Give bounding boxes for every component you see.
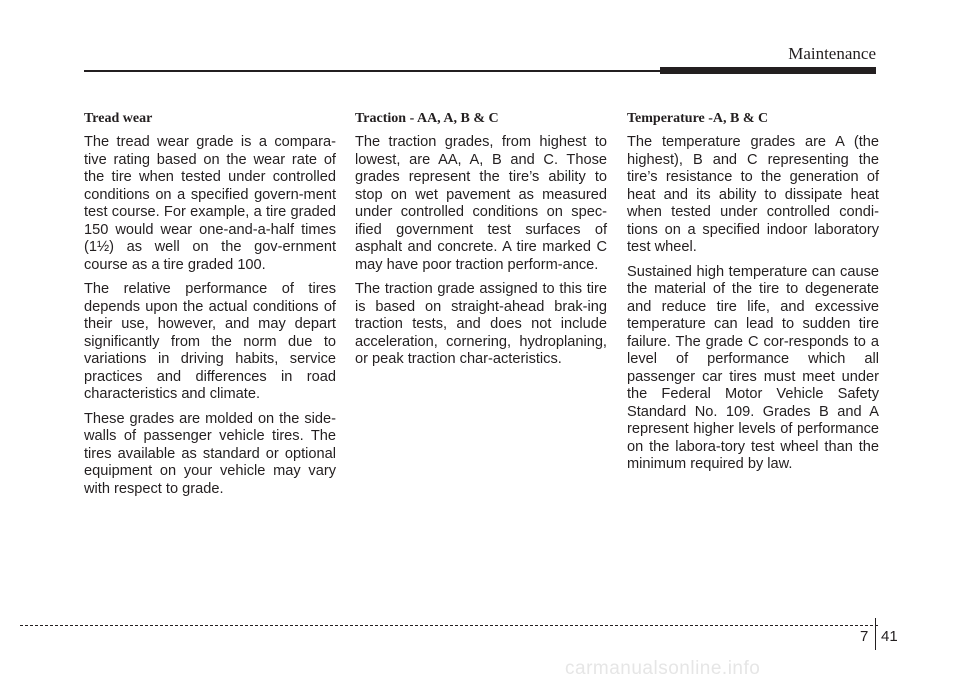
paragraph: Sustained high temperature can cause the material of the tire to degenerate and reduce tire life, and excessive temperature can lead to sudden tire failure. The grade C cor-responds to a level of performance which all passenger car tires must meet under the Federal Motor Vehicle Safety Standard No. 109. Grades B and A represent higher levels of performance on the labora-tory test wheel than the minimum required by law.	[627, 263, 879, 472]
heading-traction: Traction - AA, A, B & C	[355, 111, 499, 126]
paragraph: The traction grade assigned to this tire is based on straight-ahead brak-ing traction tests, and does not include acceleration, cornering, hydroplaning, or peak traction char-acteristics.	[355, 281, 607, 367]
paragraph: The traction grades, from highest to lowest, are AA, A, B and C. Those grades represent the tire’s ability to stop on wet pavement as measured under controlled conditions on spec-ified government test surfaces of asphalt and concrete. A tire marked C may have poor traction perform-ance.	[355, 134, 607, 273]
page-number: 41	[881, 628, 898, 645]
column-traction	[355, 110, 607, 376]
page-chapter: 7	[860, 628, 869, 645]
heading-tread-wear: Tread wear	[84, 111, 153, 126]
header-rule	[84, 70, 660, 72]
footer-rule	[20, 625, 878, 626]
page-divider	[875, 618, 876, 650]
column-tread-wear	[84, 110, 336, 505]
paragraph: The tread wear grade is a compara-tive rating based on the wear rate of the tire when tested under controlled conditions on a specified govern-ment test course. For example, a tire graded 150 would wear one-and-a-half times (1½) as well on the gov-ernment course as a tire graded 100.	[84, 134, 336, 273]
paragraph: The temperature grades are A (the highest), B and C representing the tire’s resistance to the generation of heat and its ability to dissipate heat when tested under controlled condi-tions on a specified indoor laboratory test wheel.	[627, 134, 879, 255]
column-temperature	[627, 110, 879, 481]
header-rule-accent	[660, 67, 876, 74]
paragraph: These grades are molded on the side-walls of passenger vehicle tires. The tires available as standard or optional equipment on your vehicle may vary with respect to grade.	[84, 410, 336, 497]
watermark: carmanualsonline.info	[565, 658, 761, 679]
paragraph: The relative performance of tires depends upon the actual conditions of their use, however, and may depart significantly from the norm due to variations in driving habits, service practices and differences in road characteristics and climate.	[84, 281, 336, 402]
heading-temperature: Temperature -A, B & C	[627, 111, 769, 126]
section-title: Maintenance	[788, 44, 876, 63]
